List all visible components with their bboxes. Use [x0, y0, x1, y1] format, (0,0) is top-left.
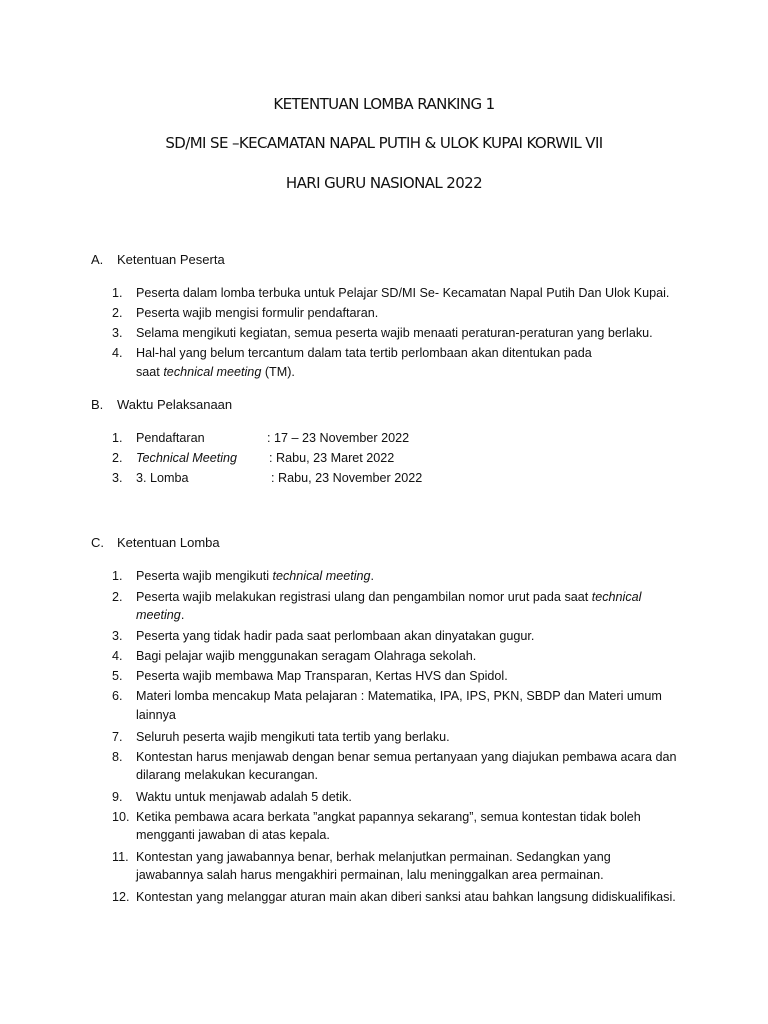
list-item-continuation: jawabannya salah harus mengakhiri permainan, lalu meninggalkan area permainan.: [136, 868, 604, 882]
document-subtitle: SD/MI SE –KECAMATAN NAPAL PUTIH & ULOK KUPAI KORWIL VII: [165, 134, 603, 152]
document-title: KETENTUAN LOMBA RANKING 1: [273, 95, 495, 113]
list-item-continuation: meeting.: [136, 608, 185, 622]
list-item-continuation: mengganti jawaban di atas kepala.: [136, 828, 330, 842]
section-a-title: Ketentuan Peserta: [117, 252, 225, 267]
section-a-letter: A.: [91, 252, 104, 267]
section-c-letter: C.: [91, 535, 104, 550]
section-b-letter: B.: [91, 397, 104, 412]
list-item-continuation: dilarang melakukan kecurangan.: [136, 768, 319, 782]
document-event-title: HARI GURU NASIONAL 2022: [285, 174, 483, 192]
section-b-title: Waktu Pelaksanaan: [117, 397, 233, 412]
section-a-heading: [91, 252, 225, 267]
section-c-heading: [91, 535, 220, 550]
section-b-heading: [91, 397, 232, 412]
section-c-title: Ketentuan Lomba: [117, 535, 220, 550]
document-page: KETENTUAN LOMBA RANKING 1 SD/MI SE –KECAMATAN NAPAL PUTIH & ULOK KUPAI KORWIL VII HARI GURU NASIONAL 2022 A. Ketentuan Peserta 1. Peserta dalam lomba terbuka untuk Pelajar SD/MI Se- Kecamatan Napal Putih Dan Ulok Kupai. 2. Peserta wajib mengisi formulir pendaftaran. 3. Selama mengikuti kegiatan, semua peserta wajib menaati peraturan-peraturan yang berlaku. 4. Hal-hal yang belum tercantum dalam tata tertib perlombaan akan ditentukan pada saat technical meeting (TM). B. Waktu Pelaksanaan 1. Pendaftaran : 17 – 23 November 2022 2. Technical Meeting : Rabu, 23 Maret 2022 3. 3. Lomba : Rabu, 23 November 2022 C. Ketentuan Lomba 1. Peserta wajib mengikuti technical meeting. 2. Peserta wajib melakukan registrasi ulang dan pengambilan nomor urut pada saat technical meeting. 3. Peserta yang tidak hadir pada saat perlombaan akan dinyatakan gugur. 4. Bagi pelajar wajib menggunakan seragam Olahraga sekolah. 5. Peserta wajib membawa Map Transparan, Kertas HVS dan Spidol. 6. Materi lomba mencakup Mata pelajaran : Matematika, IPA, IPS, PKN, SBDP dan Materi umum lainnya 7. Seluruh peserta wajib mengikuti tata tertib yang berlaku. 8. Kontestan harus menjawab dengan benar semua pertanyaan yang diajukan pembawa acara dan dilarang melakukan kecurangan. 9. Waktu untuk menjawab adalah 5 detik. 10. Ketika pembawa acara berkata ”angkat papannya sekarang”, semua kontestan tidak boleh mengganti jawaban di atas kepala. 11. Kontestan yang jawabannya benar, berhak melanjutkan permainan. Sedangkan yang jawabannya salah harus mengakhiri permainan, lalu meninggalkan area permainan. 12. Kontestan yang melanggar aturan main akan diberi sanksi atau bahkan langsung didiskualifikasi.: [0, 0, 768, 1024]
list-item-continuation: lainnya: [136, 708, 176, 722]
list-item-continuation: saat technical meeting (TM).: [136, 365, 295, 379]
